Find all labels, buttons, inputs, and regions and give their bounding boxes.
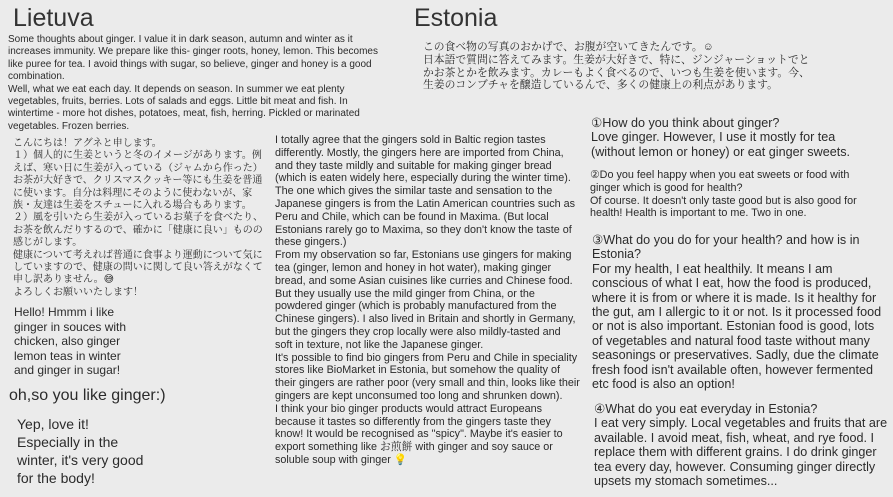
note-estonia-q2[interactable]: ②Do you feel happy when you eat sweets or food with ginger which is good for health? Of course. It doesn't only taste good but is also good for health! Health is important to me. Two in one. — [590, 169, 857, 220]
note-estonia-q3[interactable]: ③What do you do for your health? and how is in Estonia? For my health, I eat healthily. It means I am conscious of what I eat, how the food is produced, where it is from or where it is made. Is it healthy for the gut, am I allergic to it or not. Is it processed food or not is also important. Estonian food is good, lots of vegetables and natural food taste without many seasonings or preservatives. Sadly, due the climate fresh food isn't available often, however fermented etc food is also an option! — [592, 233, 882, 392]
note-lietuva-question[interactable]: oh,so you like ginger:) — [9, 387, 166, 404]
note-lietuva-answer[interactable]: Yep, love it! Especially in the winter, it's very good for the body! — [17, 416, 144, 486]
note-middle[interactable]: I totally agree that the gingers sold in Baltic region tastes differently. Mostly, the gingers here are imported from China, and they taste mildly and suitable for making ginger bread (which is eaten widely here, especially during the winter time). The one which gives the similar taste and sensation to the Japanese gingers is from the Latin American countries such as Peru and Chile, which can be found in Maxima. (But local Estonians rarely go to Maxima, so they don't know the taste of these gingers.) From my observation so far, Estonians use gingers for making tea (ginger, lemon and honey in hot water), making ginger bread, and some Asian cuisines like curries and Chinese food. But they usually use the mild ginger from China, or the powdered ginger (which is probably manufactured from the Chinese gingers). I also lived in Britain and shortly in Germany, but the gingers they crop locally were also mildly-tasted and soft in texture, not like the Japanese ginger. It's possible to find bio gingers from Peru and Chile in speciality stores like BioMarket in Estonia, but somehow the quality of their gingers are rather poor (very small and thin, looks like their gingers are kept unconsumed too long and shrunken down). I think your bio ginger products would attract Europeans because it tastes so differently from the gingers taste they know! It would be recognised as "spicy". Maybe it's easier to export something like お煎餅 with ginger and soy sauce or soluble soup with ginger 💡 — [275, 134, 580, 466]
note-lietuva-japanese[interactable]: こんにちは！アグネと申します。 １）個人的に生姜というと冬のイメージがあります。例えば、寒い日に生姜が入っている（ジャムから作った）お茶が大好きで、クリスマスクッキー等にも生姜を普通に使います。自分は料理にそのように使わないが、家族・友達は生姜をスチューに入れる場合もあります。 ２）風を引いたら生姜が入っているお菓子を食べたり、お茶を飲んだりするので、確かに「健康に良い」ものの感じがします。 健康について考えれば普通に食事より運動について気にしていますので、健康の問いに関して良い答えがなくて申し訳ありません。😅 よろしくお願いいたします！ — [13, 138, 263, 298]
note-estonia-japanese[interactable]: この食べ物の写真のおかげで、お腹が空いてきたんです。☺ 日本語で質問に答えてみます。生姜が大好きで、特に、ジンジャーショットでとかお茶とかを飲みます。カレーもよく食べるので、いつも生姜を使います。今、生姜のコンブチャを醸造しているんで、多くの健康上の利点があります。 — [423, 41, 810, 92]
note-lietuva-hello[interactable]: Hello! Hmmm i like ginger in souces with chicken, also ginger lemon teas in winter and ginger in sugar! — [14, 305, 127, 378]
note-estonia-q4[interactable]: ④What do you eat everyday in Estonia? I eat very simply. Local vegetables and fruits that are available. I avoid meat, fish, wheat, and rye food. I replace them with different grains. I do drink ginger tea every day, however. Consuming ginger directly upsets my stomach sometimes... — [594, 402, 888, 489]
estonia-title: Estonia — [414, 4, 498, 32]
note-estonia-q1[interactable]: ①How do you think about ginger? Love ginger. However, I use it mostly for tea (without lemon or honey) or eat ginger sweets. — [591, 116, 851, 159]
note-lietuva-intro[interactable]: Some thoughts about ginger. I value it in dark season, autumn and winter as it increases immunity. We prepare like this- ginger roots, honey, lemon. This becomes like puree for tea. I avoid things with sugar, so believe, ginger and honey is a good combination. Well, what we eat each day. It depends on season. In summer we eat plenty vegetables, fruits, berries. Lots of salads and eggs. Little bit meat and fish. In wintertime - more hot dishes, potatoes, meat, fish, herring. Pickled or marinated vegetables. Frozen berries. — [8, 34, 378, 132]
lietuva-title: Lietuva — [13, 4, 94, 32]
